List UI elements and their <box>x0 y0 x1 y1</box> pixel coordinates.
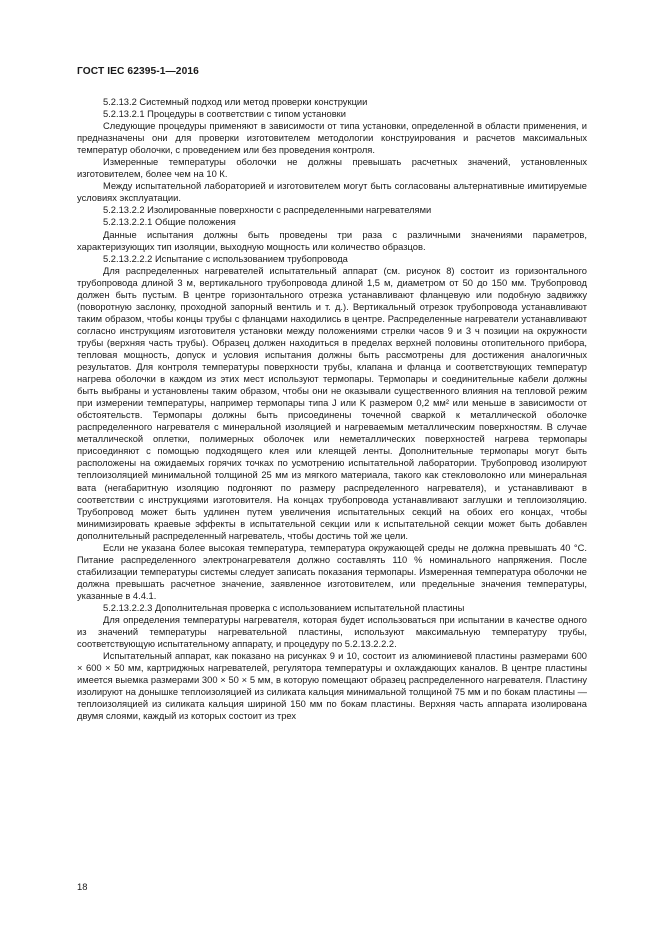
clause-5-2-13-2-1-heading: 5.2.13.2.1 Процедуры в соответствии с типом установки <box>103 109 346 120</box>
paragraph: Для определения температуры нагревателя, которая будет использоваться при испытании в качестве одного из значений температуры нагревательной пластины, используют максимальную температуру трубы, соответствующую испытательному аппарату, и процедуру по 5.2.13.2.2.2. <box>77 615 587 650</box>
clause-5-2-13-2-2-heading: 5.2.13.2.2 Изолированные поверхности с распределенными нагревателями <box>103 205 432 216</box>
standard-header: ГОСТ IEC 62395-1—2016 <box>77 66 199 77</box>
body-text <box>77 96 587 722</box>
paragraph: Если не указана более высокая температура, температура окружающей среды не должна превышать 40 °С. Питание распределенного электронагревателя должно составлять 110 % номинального напряжения. После стабилизации температуры системы следует записать показания термопары. Измеренная температура оболочки не должна превышать расчетное значение, заявленное изготовителем, или предельные значения температуры, указанные в 4.4.1. <box>77 542 587 601</box>
paragraph: Данные испытания должны быть проведены три раза с различными значениями параметров, характеризующих тип изоляции, выходную мощность или количество образцов. <box>77 229 587 252</box>
paragraph: Для распределенных нагревателей испытательный аппарат (см. рисунок 8) состоит из горизонтального трубопровода длиной 3 м, вертикального трубопровода длиной 1,5 м, диаметром от 50 до 150 мм. Трубопровод должен быть пустым. В центре горизонтального отрезка устанавливают фланцевую или подобную задвижку (поворотную заслонку, проходной запорный вентиль и т. д.). Вертикальный отрезок трубопровода устанавливают таким образом, чтобы концы трубы с фланцами находились в центре. Распределенные нагреватели устанавливают согласно инструкциям изготовителя установки между положениями стрелки часов 9 и 3 ч позиции на окружности трубы (верхняя часть трубы). Образец должен находиться в пределах верхней половины отопительного прибора, тепловая мощность, допуск и условия испытания должны быть рассмотрены для достижения аналогичных результатов. Для контроля температуры поверхности трубы, клапана и фланца и соответствующих температур нагрева оболочки в каждом из этих мест используют термопары. Термопары и соединительные кабели должны быть выбраны и установлены таким образом, чтобы они не оказывали существенного влияния на тепловой режим при измерении температуры, например термопары типа J или K размером 0,2 мм² или меньше в зависимости от обстоятельств. Термопары должны быть присоединены точечной сваркой к металлической оболочке распределенного нагревателя с минеральной изоляцией и нагреваемым металлическим поверхностям. В случае металлической оплетки, полимерных оболочек или неметаллических поверхностей нагрева термопары присоединяют с помощью подходящего клея или клеящей ленты. Дополнительные термопары могут быть расположены на ожидаемых горячих точках по усмотрению испытательной лаборатории. Трубопровод изолируют теплоизоляцией минимальной толщиной 25 мм из мягкого материала, такого как стекловолокно или минеральная вата (негабаритную изоляцию подгоняют по размеру распределенного нагревателя), и устанавливают в соответствии с инструкциями изготовителя. На концах трубопровода устанавливают заглушки и теплоизоляцию. Трубопровод может быть удлинен путем увеличения испытательных секций на обоих его концах, чтобы минимизировать краевые эффекты в испытательной секции или к испытательной секции может быть добавлен дополнительный распределенный нагреватель, чтобы достичь той же цели. <box>77 265 587 541</box>
clause-5-2-13-2-2-3-heading: 5.2.13.2.2.3 Дополнительная проверка с использованием испытательной пластины <box>103 602 465 613</box>
clause-5-2-13-2-heading: 5.2.13.2 Системный подход или метод проверки конструкции <box>103 97 368 107</box>
paragraph: Испытательный аппарат, как показано на рисунках 9 и 10, состоит из алюминиевой пластины размерами 600 × 600 × 50 мм, картриджных нагревателей, регулятора температуры и охлаждающих каналов. В центре пластины имеется выемка размерами 300 × 50 × 5 мм, в которую помещают образец распределенного нагревателя. Пластину изолируют на донышке теплоизоляцией из силиката кальция минимальной толщиной 75 мм и по бокам пластины — теплоизоляцией из силиката кальция шириной 150 мм по бокам пластины. Верхняя часть аппарата изолирована двумя слоями, каждый из которых состоит из трех <box>77 651 587 722</box>
clause-5-2-13-2-2-2-heading: 5.2.13.2.2.2 Испытание с использованием трубопровода <box>103 253 348 264</box>
paragraph: Измеренные температуры оболочки не должны превышать расчетных значений, установленных изготовителем, более чем на 10 К. <box>77 157 587 180</box>
page-number: 18 <box>77 881 88 892</box>
paragraph: Следующие процедуры применяют в зависимости от типа установки, определенной в области применения, и предназначены они для проверки изготовителем методологии конструирования и расчетов максимальных температур оболочки, с проведением или без проведения контроля. <box>77 121 587 156</box>
clause-5-2-13-2-2-1-heading: 5.2.13.2.2.1 Общие положения <box>103 217 236 228</box>
paragraph: Между испытательной лабораторией и изготовителем могут быть согласованы альтернативные имитируемые условиях эксплуатации. <box>77 181 587 204</box>
